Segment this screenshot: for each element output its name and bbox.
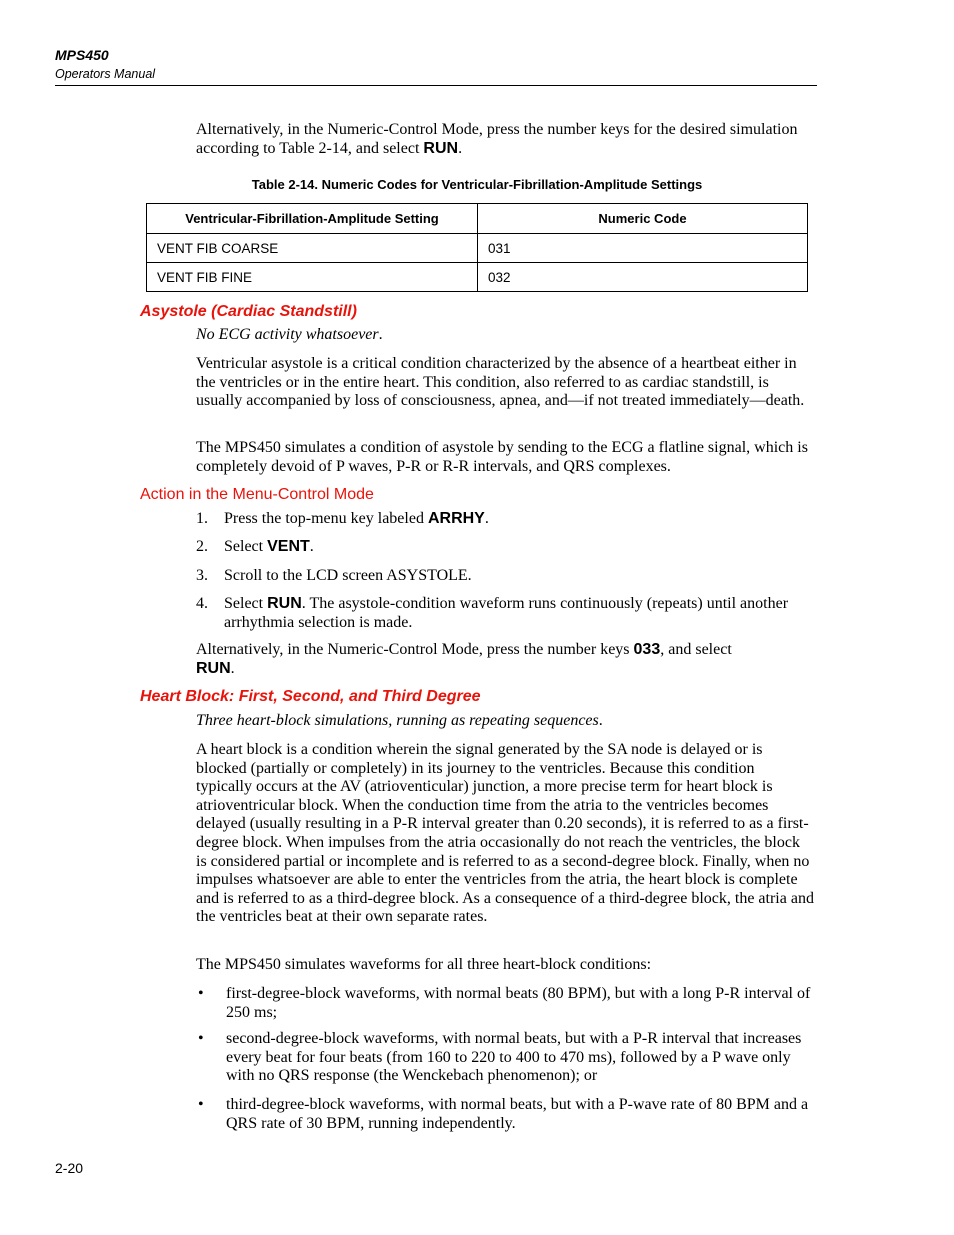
bullet-icon: • (198, 1096, 204, 1113)
page-number: 2-20 (55, 1160, 84, 1176)
bullet-text: first-degree-block waveforms, with normal beats (80 BPM), but with a long P-R interval of 250 ms; (226, 985, 811, 1021)
heartblock-paragraph-1: A heart block is a condition wherein the signal generated by the SA node is delayed or is blocked (partially or completely) in its journey to the ventricles. Because this condition typically occurs at the AV (atrioventicular) junction, a more precise term for heart block is atrioventricular block. When the conduction time from the atria to the ventricles becomes delayed (usually resulting in a P-R interval greater than 0.20 seconds), it is referred to as a first-degree block. When impulses from the atria occasionally do not reach the ventricles, the block is considered partial or incomplete and is referred to as a second-degree block. Finally, when no impulses whatsoever are able to enter the ventricles from the atria, the heart block is complete and is referred to as a third-degree block. As a consequence of a third-degree block, the atria and the ventricles beat at their own separate rates. (196, 741, 814, 926)
bullet-icon: • (198, 985, 204, 1002)
step-text: Scroll to the LCD screen ASYSTOLE. (224, 567, 472, 584)
intro-text: Alternatively, in the Numeric-Control Mode, press the number keys for the desired simulation according to Table 2-14, and select (196, 121, 798, 157)
header-divider (55, 85, 817, 86)
list-item (196, 510, 816, 529)
step-number: 2. (196, 538, 208, 555)
alt-text: Alternatively, in the Numeric-Control Mode, press the number keys (196, 641, 634, 658)
table-caption: Table 2-14. Numeric Codes for Ventricular-Fibrillation-Amplitude Settings (251, 177, 703, 192)
action-heading: Action in the Menu-Control Mode (140, 486, 374, 503)
table-row (147, 234, 808, 263)
asystole-summary-end: . (378, 326, 383, 343)
table-cell-code: 031 (478, 234, 808, 263)
bullet-icon: • (198, 1030, 204, 1047)
table-cell-code: 032 (478, 263, 808, 292)
run-key-label: RUN (267, 595, 302, 612)
step-number: 3. (196, 567, 208, 584)
action-alternative-paragraph (196, 641, 814, 678)
asystole-paragraph-1: Ventricular asystole is a critical condition characterized by the absence of a heartbeat either in the ventricles or in the entire heart. This condition, also referred to as cardiac standstill, is usually accompanied by loss of consciousness, apnea, and—if not treated immediately—death. (196, 355, 805, 410)
manual-subtitle: Operators Manual (55, 67, 156, 81)
step-text-end: . The asystole-condition waveform runs continuously (repeats) until another arrhythmia selection is made. (224, 595, 789, 631)
list-item (196, 538, 816, 557)
manual-title: MPS450 (55, 47, 109, 63)
intro-paragraph (196, 121, 814, 158)
intro-end: . (458, 139, 463, 157)
step-number: 4. (196, 595, 208, 612)
step-text: Select (224, 595, 268, 612)
bullet-text: third-degree-block waveforms, with normal beats, but with a P-wave rate of 80 BPM and a QRS rate of 30 BPM, running independently. (226, 1096, 809, 1132)
run-key-label: RUN (196, 659, 231, 677)
table-cell-setting: VENT FIB FINE (147, 263, 478, 292)
heartblock-summary-end: . (598, 712, 603, 729)
step-text: Select (224, 538, 268, 555)
table-header-code: Numeric Code (478, 204, 808, 234)
step-text-end: . (309, 538, 314, 555)
code-033-label: 033 (633, 641, 661, 658)
table-header-setting: Ventricular-Fibrillation-Amplitude Setting (147, 204, 478, 234)
numeric-codes-table (146, 203, 808, 292)
list-item (198, 1096, 814, 1133)
list-item (198, 1030, 814, 1086)
heartblock-heading: Heart Block: First, Second, and Third Degree (140, 688, 481, 705)
step-text-end: . (484, 510, 489, 527)
heartblock-summary (196, 712, 814, 731)
heartblock-summary-text: Three heart-block simulations, running as repeating sequences (196, 712, 599, 729)
list-item (196, 595, 816, 632)
alt-text-end: . (230, 659, 235, 677)
asystole-paragraph-2: The MPS450 simulates a condition of asystole by sending to the ECG a flatline signal, which is completely devoid of P waves, P-R or R-R intervals, and QRS complexes. (196, 439, 808, 475)
table-header-row (147, 204, 808, 234)
arrhy-key-label: ARRHY (427, 510, 485, 527)
alt-text-mid: , and select (660, 641, 732, 658)
table-row (147, 263, 808, 292)
asystole-heading: Asystole (Cardiac Standstill) (140, 303, 357, 320)
bullet-text: second-degree-block waveforms, with normal beats, but with a P-R interval that increases every beat for four beats (from 160 to 220 to 400 to 470 ms), followed by a P wave only with no QRS response (the Wenckebach phenomenon); or (226, 1030, 802, 1085)
heartblock-paragraph-2: The MPS450 simulates waveforms for all three heart-block conditions: (196, 956, 652, 973)
step-text: Press the top-menu key labeled (224, 510, 428, 527)
asystole-summary-text: No ECG activity whatsoever (196, 326, 379, 343)
table-cell-setting: VENT FIB COARSE (147, 234, 478, 263)
step-number: 1. (196, 510, 208, 527)
run-key-label: RUN (423, 139, 459, 157)
list-item (198, 985, 814, 1022)
asystole-summary (196, 326, 814, 345)
vent-key-label: VENT (267, 538, 310, 555)
list-item (196, 567, 816, 586)
